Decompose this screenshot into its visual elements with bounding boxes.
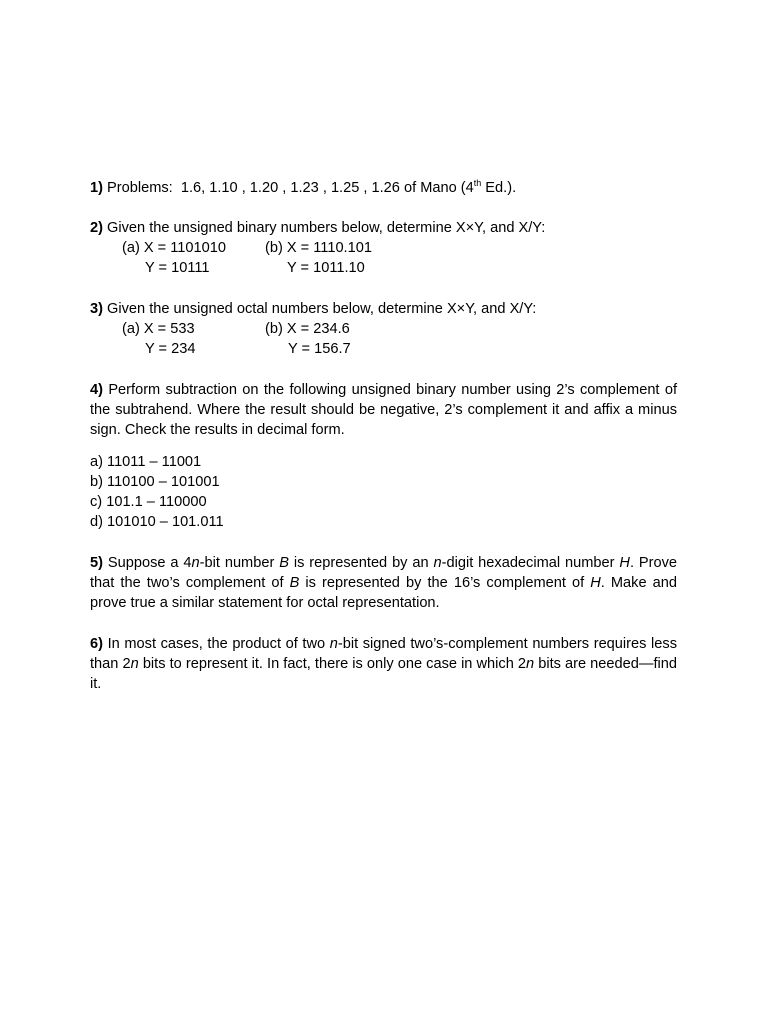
problem-4-item-c: c) 101.1 – 110000 — [90, 494, 207, 510]
problem-2-text: Given the unsigned binary numbers below, determine X×Y, and X/Y: — [102, 220, 546, 236]
problem-2-b-x: (b) X = 1110.101 — [265, 240, 372, 256]
problem-5-text: -bit number — [199, 555, 280, 571]
problem-2-b-y: Y = 1011.10 — [287, 260, 365, 276]
problem-3-number: 3) — [90, 301, 103, 317]
var-b: B — [279, 555, 289, 571]
problem-2-a-y: Y = 10111 — [145, 260, 210, 276]
var-n: n — [130, 656, 139, 673]
problem-2-a-x: (a) X = 1101010 — [122, 240, 226, 256]
problem-6-text: In most cases, the product of two — [102, 636, 330, 652]
problem-5-text: . Prove that the two’s complement of — [90, 555, 678, 592]
problem-4 — [90, 380, 677, 441]
problem-3-b-x: (b) X = 234.6 — [265, 321, 350, 337]
problem-2-number: 2) — [90, 220, 103, 236]
problem-1-superscript: th — [473, 178, 482, 188]
problem-5-number: 5) — [90, 555, 103, 571]
problem-5-text: is represented by an — [288, 555, 434, 571]
problem-5-text: -digit hexadecimal number — [441, 555, 620, 571]
problem-5 — [90, 553, 677, 614]
problem-1-number: 1) — [90, 180, 103, 196]
problem-2 — [90, 219, 545, 237]
problem-4-item-d: d) 101010 – 101.011 — [90, 514, 224, 530]
problem-3-text: Given the unsigned octal numbers below, determine X×Y, and X/Y: — [102, 301, 537, 317]
var-b: B — [289, 575, 300, 592]
problem-6 — [90, 634, 677, 695]
problem-5-text: . Make and prove true a similar statement for octal representation. — [90, 575, 677, 612]
problem-4-item-a: a) 11011 – 11001 — [90, 454, 202, 470]
problem-3 — [90, 300, 536, 318]
problem-1-text: Problems: 1.6, 1.10 , 1.20 , 1.23 , 1.25 , 1.26 of Mano (4 — [102, 180, 474, 196]
var-h: H — [590, 575, 601, 592]
problem-5-text: is represented by the 16’s complement of — [299, 575, 591, 592]
problem-4-item-b: b) 110100 – 101001 — [90, 474, 220, 490]
problem-3-a-y: Y = 234 — [145, 341, 196, 357]
problem-6-text: bits to represent it. In fact, there is only one case in which 2 — [138, 656, 527, 673]
problem-4-text: Perform subtraction on the following unsigned binary number using 2’s complement of the subtrahend. Where the result should be negative, 2’s complement it and affix a minus sign. Check the results in decimal form. — [90, 382, 677, 439]
var-n: n — [526, 656, 535, 673]
problem-6-number: 6) — [90, 636, 103, 652]
problem-4-number: 4) — [90, 382, 103, 398]
problem-5-text: Suppose a 4 — [102, 555, 192, 571]
problem-6-text: -bit signed two’s-complement numbers requires less than 2 — [90, 636, 678, 673]
problem-1-tail: Ed.). — [481, 180, 517, 196]
problem-3-a-x: (a) X = 533 — [122, 321, 195, 337]
var-n: n — [191, 555, 200, 571]
problem-1 — [90, 179, 516, 197]
var-h: H — [619, 555, 630, 571]
var-n: n — [329, 636, 338, 652]
var-n: n — [433, 555, 442, 571]
problem-3-b-y: Y = 156.7 — [288, 341, 351, 357]
problem-6-text: bits are needed—find it. — [90, 656, 678, 693]
